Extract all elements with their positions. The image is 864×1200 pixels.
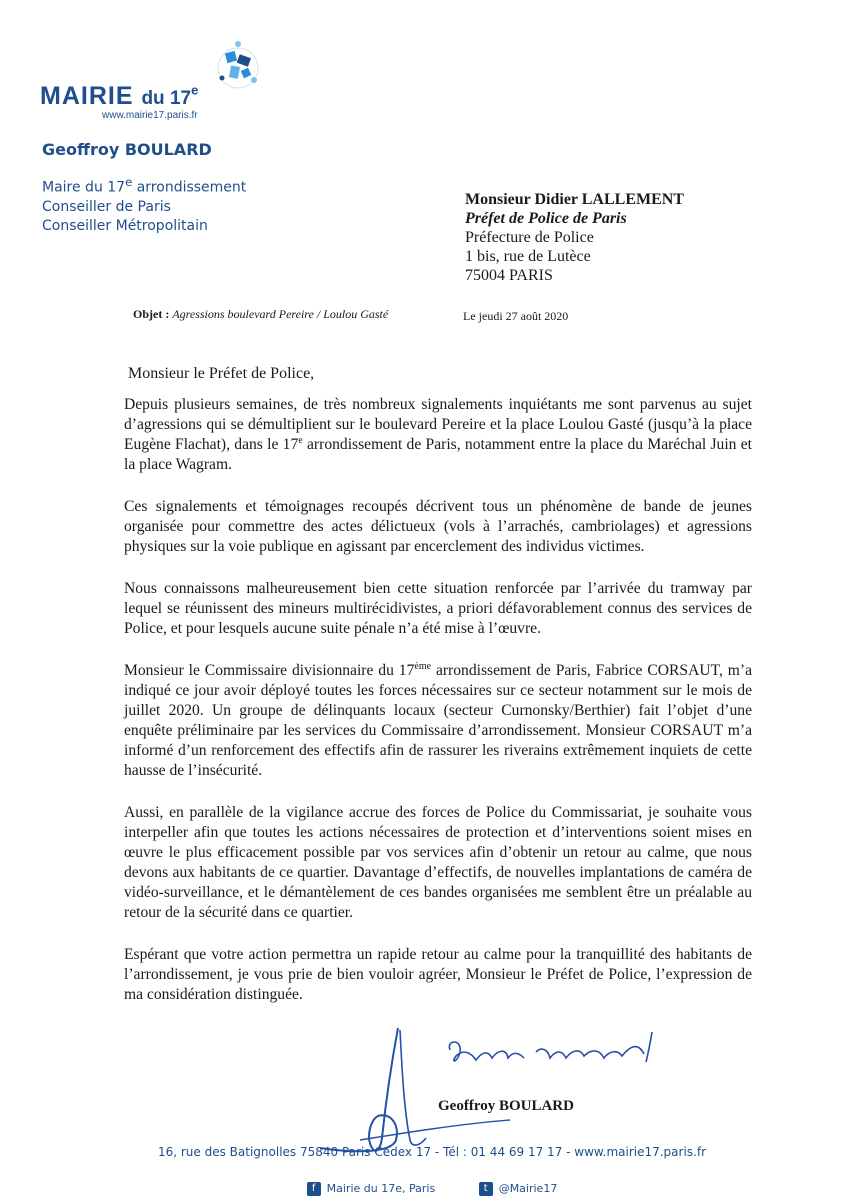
letterhead-logo xyxy=(40,22,300,122)
subject-label: Objet : xyxy=(133,307,170,321)
sender-name: Geoffroy BOULARD xyxy=(42,140,212,159)
paragraph-5: Aussi, en parallèle de la vigilance accrue des forces de Police du Commissariat, je souhaite vous interpeller afin que toutes les actions nécessaires de protection et d’interventions soient mises en œuvre le plus efficacement possible par vos services afin d’obtenir un retour au calme, que nous devons aux habitants de ce quartier. Davantage d’effectifs, de nouvelles implantations de caméra de vidéo-surveillance, et le démantèlement de ces bandes organisées me semblent être un préalable au retour de la sécurité dans ce quartier. xyxy=(124,804,752,921)
logo-url: www.mairie17.paris.fr xyxy=(102,110,198,121)
recipient-block xyxy=(465,190,684,285)
paragraph-3: Nous connaissons malheureusement bien cette situation renforcée par l’arrivée du tramway par lequel se réunissent des mineurs multirécidivistes, a priori défavorablement connus des services de Police, et pour lesquels aucune suite pénale n’a été mise à l’œuvre. xyxy=(124,580,752,637)
logo-title: MAIRIE du 17e xyxy=(40,82,200,110)
recipient-name: Monsieur Didier LALLEMENT xyxy=(465,191,684,208)
sender-role: Maire du 17e arrondissement xyxy=(42,175,247,196)
footer-address: 16, rue des Batignolles 75840 Paris Cedex 17 - Tél : 01 44 69 17 17 - www.mairie17.paris.fr xyxy=(157,1145,707,1159)
recipient-org: Préfecture de Police xyxy=(465,229,594,246)
mairie-emblem-icon xyxy=(192,22,284,114)
twitter-link[interactable]: t @Mairie17 xyxy=(479,1182,558,1196)
facebook-icon: f xyxy=(307,1182,321,1196)
signature-name: Geoffroy BOULARD xyxy=(438,1098,574,1114)
facebook-link[interactable]: f Mairie du 17e, Paris xyxy=(307,1182,436,1196)
twitter-icon: t xyxy=(479,1182,493,1196)
sender-line-2: Conseiller de Paris xyxy=(42,198,171,215)
footer-social xyxy=(0,1182,864,1196)
sender-line-3: Conseiller Métropolitain xyxy=(42,217,208,234)
subject-line xyxy=(133,307,388,322)
salutation: Monsieur le Préfet de Police, xyxy=(128,365,315,382)
recipient-street: 1 bis, rue de Lutèce xyxy=(465,248,591,265)
recipient-title: Préfet de Police de Paris xyxy=(465,210,627,227)
handwritten-signature xyxy=(300,1020,720,1160)
paragraph-1: Depuis plusieurs semaines, de très nombreux signalements inquiétants me sont parvenus au sujet d’agressions qui se démultiplient sur le boulevard Pereire et la place Loulou Gasté (jusqu’à la place Eugène Flachat), dans le 17e arrondissement de Paris, notamment entre la place du Maréchal Juin et la place Wagram. xyxy=(124,396,752,473)
letter-body xyxy=(124,395,752,1027)
paragraph-4: Monsieur le Commissaire divisionnaire du 17ème arrondissement de Paris, Fabrice CORSAUT, m’a indiqué ce jour avoir déployé toutes les forces nécessaires sur ce secteur notamment sur le mois de juillet 2020. Un groupe de délinquants locaux (secteur Curnonsky/Berthier) fait l’objet d’une enquête préliminaire par les services du Commissaire d’arrondissement. Monsieur CORSAUT m’a informé d’un renforcement des effectifs afin de rassurer les riverains extrêmement inquiets de cette hausse de l’insécurité. xyxy=(124,660,752,779)
paragraph-2: Ces signalements et témoignages recoupés décrivent tous un phénomène de bande de jeunes organisée pour commettre des actes délictueux (vols à l’arrachés, cambriolages) et agressions physiques sur la voie publique en agissant par encerclement des individus victimes. xyxy=(124,498,752,555)
recipient-city: 75004 PARIS xyxy=(465,267,553,284)
letter-date: Le jeudi 27 août 2020 xyxy=(463,309,569,323)
subject-text: Agressions boulevard Pereire / Loulou Gasté xyxy=(172,307,389,321)
paragraph-6: Espérant que votre action permettra un rapide retour au calme pour la tranquillité des habitants de l’arrondissement, je vous prie de bien vouloir agréer, Monsieur le Préfet de Police, l’expression de ma considération distinguée. xyxy=(124,946,752,1003)
sender-block xyxy=(42,140,246,236)
